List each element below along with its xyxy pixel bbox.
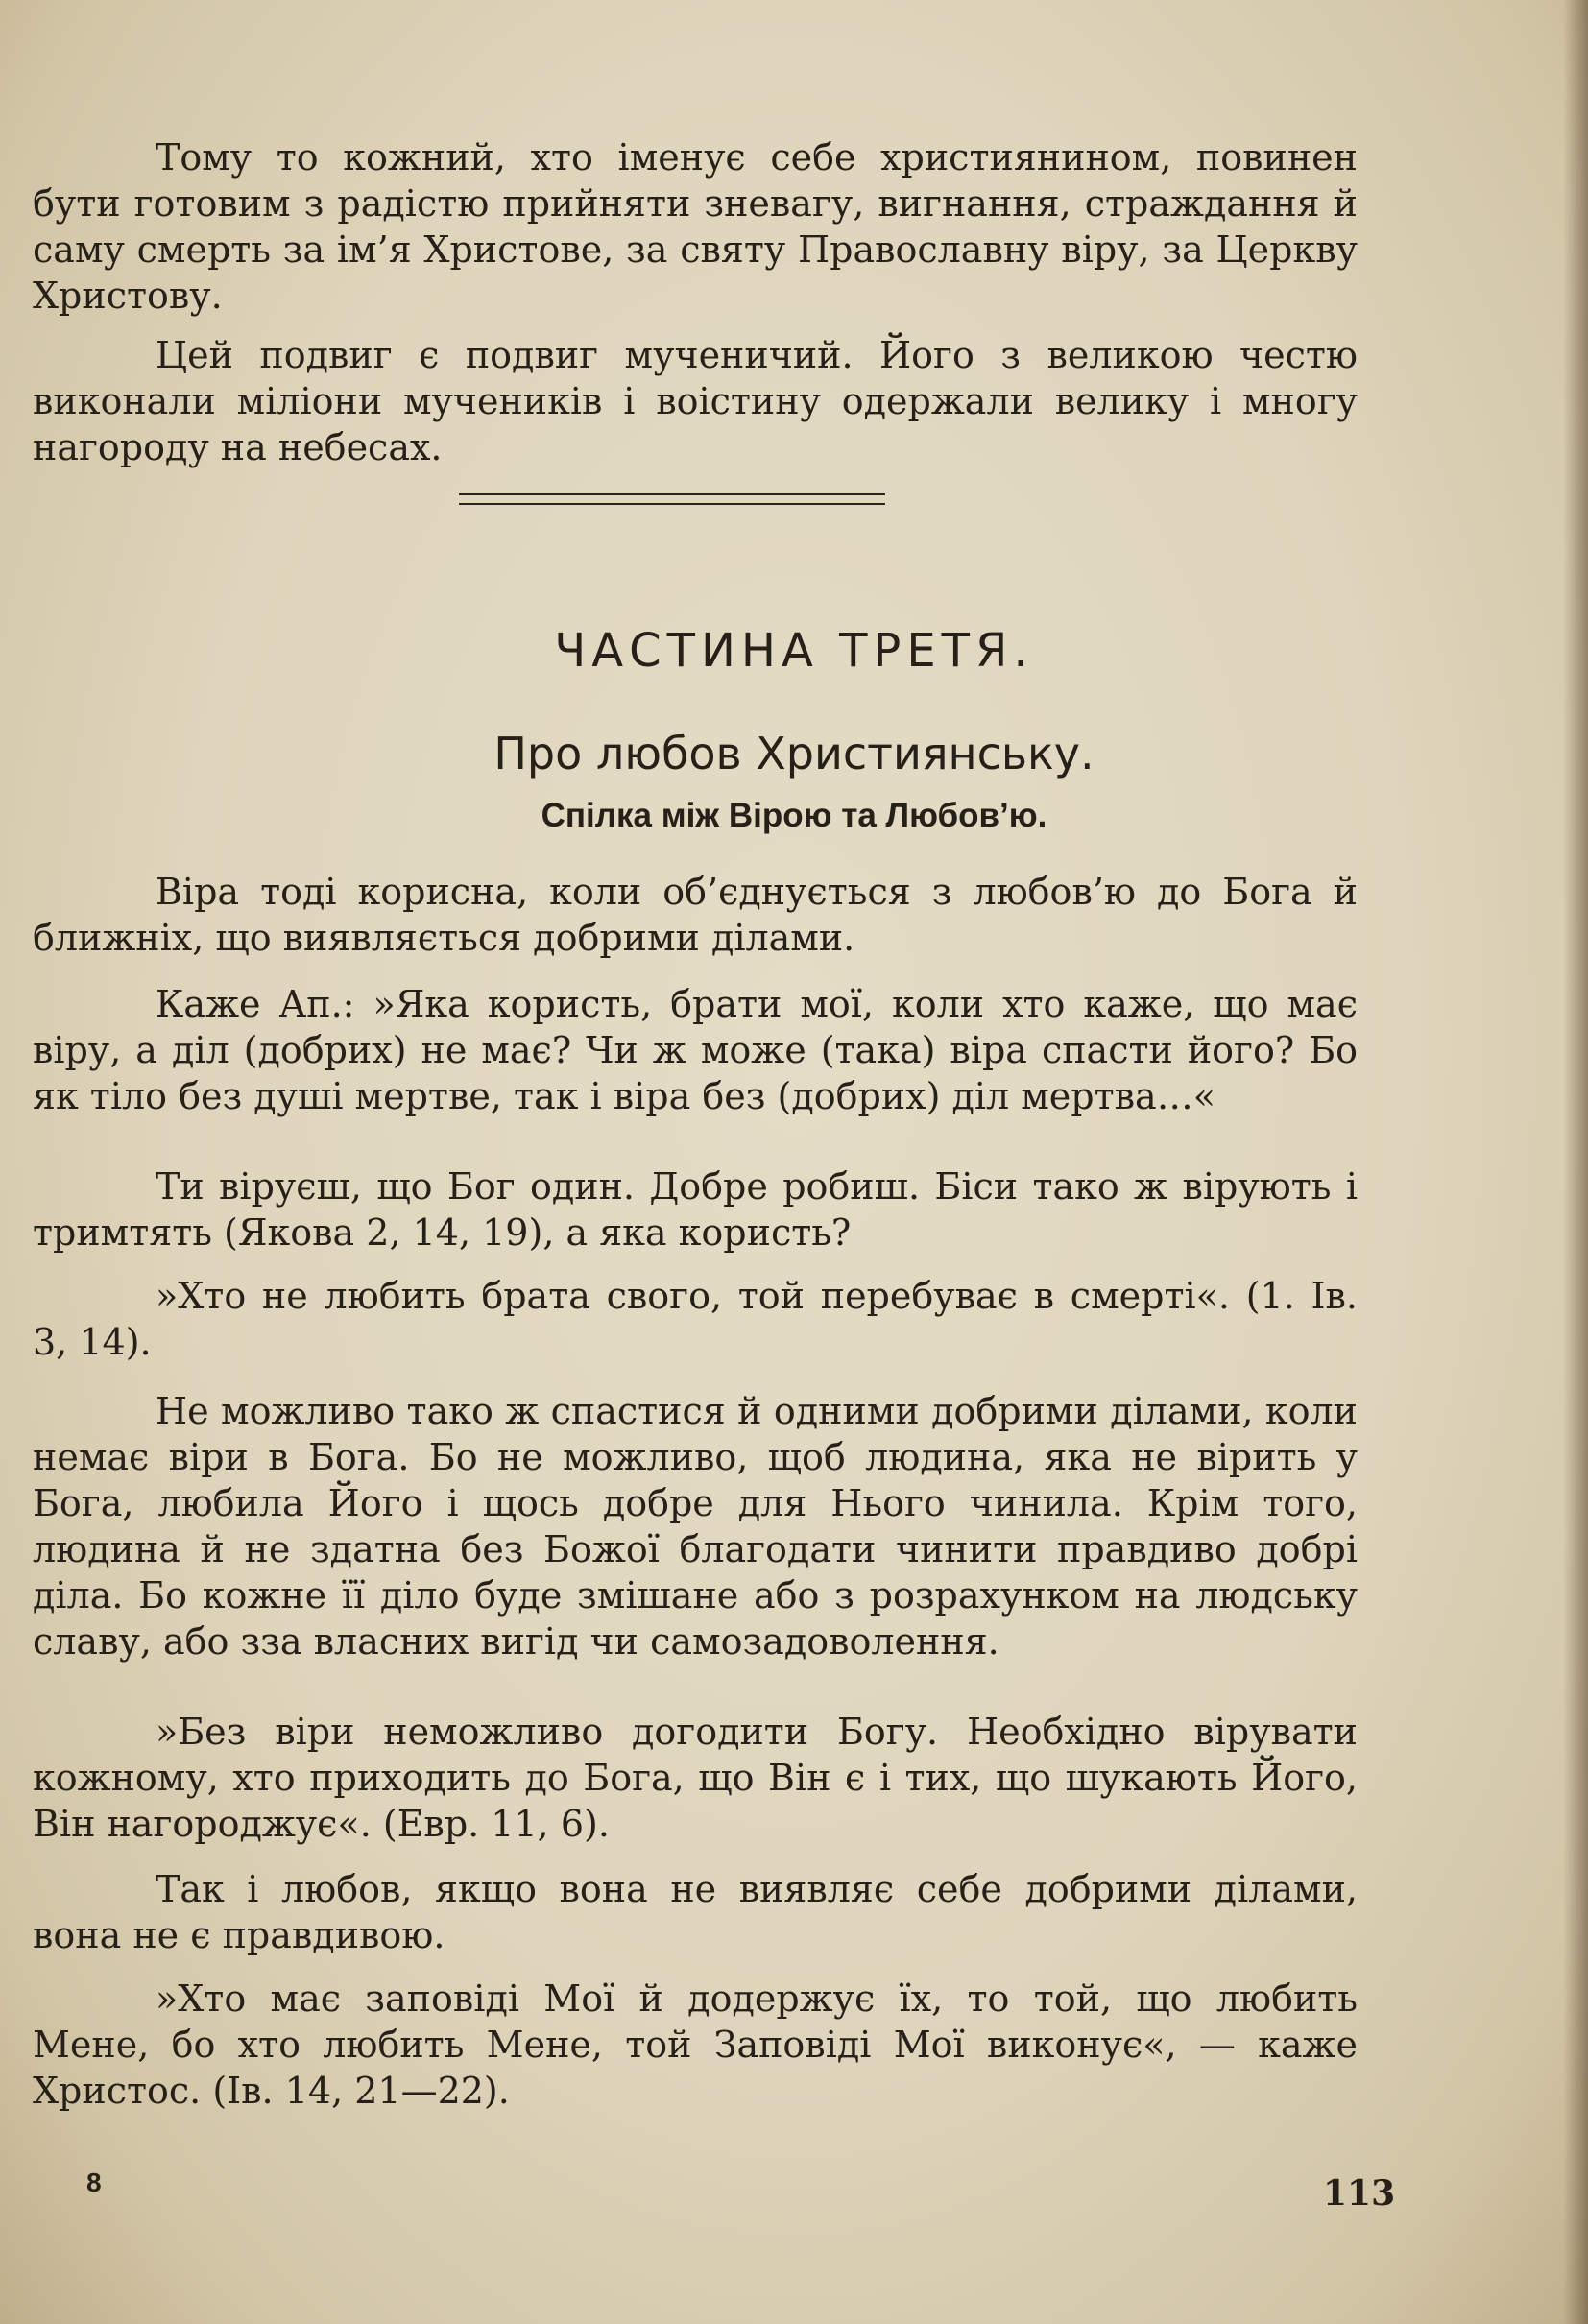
part-heading: ЧАСТИНА ТРЕТЯ. [554,624,1034,678]
paragraph-main-4: »Хто не любить брата свого, той перебуває в смерті«. (1. Ів. 3, 14). [33,1275,1358,1363]
section-divider [459,493,885,507]
paragraph-intro-1: Тому то кожний, хто іменує себе християнином, повинен бути готовим з радістю прийняти зневагу, вигнання, страждання й саму смерть за ім’я Христове, за святу Православну віру, за Церкву Христову. [33,136,1358,317]
paragraph-main-8: »Хто має заповіді Мої й додержує їх, то той, що любить Мене, бо хто любить Мене, той Заповіді Мої виконує«, — каже Христос. (Ів. 14, 21—22). [33,1977,1358,2112]
signature-mark: 8 [86,2168,102,2197]
page-edge-shadow [1563,0,1588,2324]
section-heading: Про любов Християнську. [493,728,1095,779]
paragraph-main-1: Віра тоді корисна, коли об’єднується з любов’ю до Бога й ближніх, що виявляється добрими ділами. [33,871,1358,959]
paragraph-main-2: Каже Ап.: »Яка користь, брати мої, коли хто каже, що має віру, а діл (добрих) не має? Чи ж може (така) віра спасти його? Бо як тіло без душі мертве, так і віра без (добрих) діл мертва…« [33,983,1358,1117]
paragraph-main-3: Ти віруєш, що Бог один. Добре робиш. Біси тако ж вірують і тримтять (Якова 2, 14, 19), а яка користь? [33,1165,1358,1254]
page-number: 113 [1323,2173,1396,2214]
paragraph-intro-2: Цей подвиг є подвиг мученичий. Його з великою честю виконали міліони мучеників і воістину одержали велику і многу нагороду на небесах. [33,334,1358,468]
paragraph-main-6: »Без віри неможливо догодити Богу. Необхідно вірувати кожному, хто приходить до Бога, що Він є і тих, що шукають Його, Він нагороджує«. (Евр. 11, 6). [33,1711,1358,1845]
subsection-heading: Спілка між Вірою та Любов’ю. [541,797,1047,834]
paragraph-main-7: Так і любов, якщо вона не виявляє себе добрими ділами, вона не є правдивою. [33,1868,1358,1956]
paragraph-main-5: Не можливо тако ж спастися й одними добрими ділами, коли немає віри в Бога. Бо не можливо, щоб людина, яка не вірить у Бога, любила Його і щось добре для Нього чинила. Крім того, людина й не здатна без Божої благодати чинити правдиво добрі діла. Бо кожне її діло буде змішане або з розрахунком на людську славу, або зза власних вигід чи самозадоволення. [33,1390,1358,1663]
